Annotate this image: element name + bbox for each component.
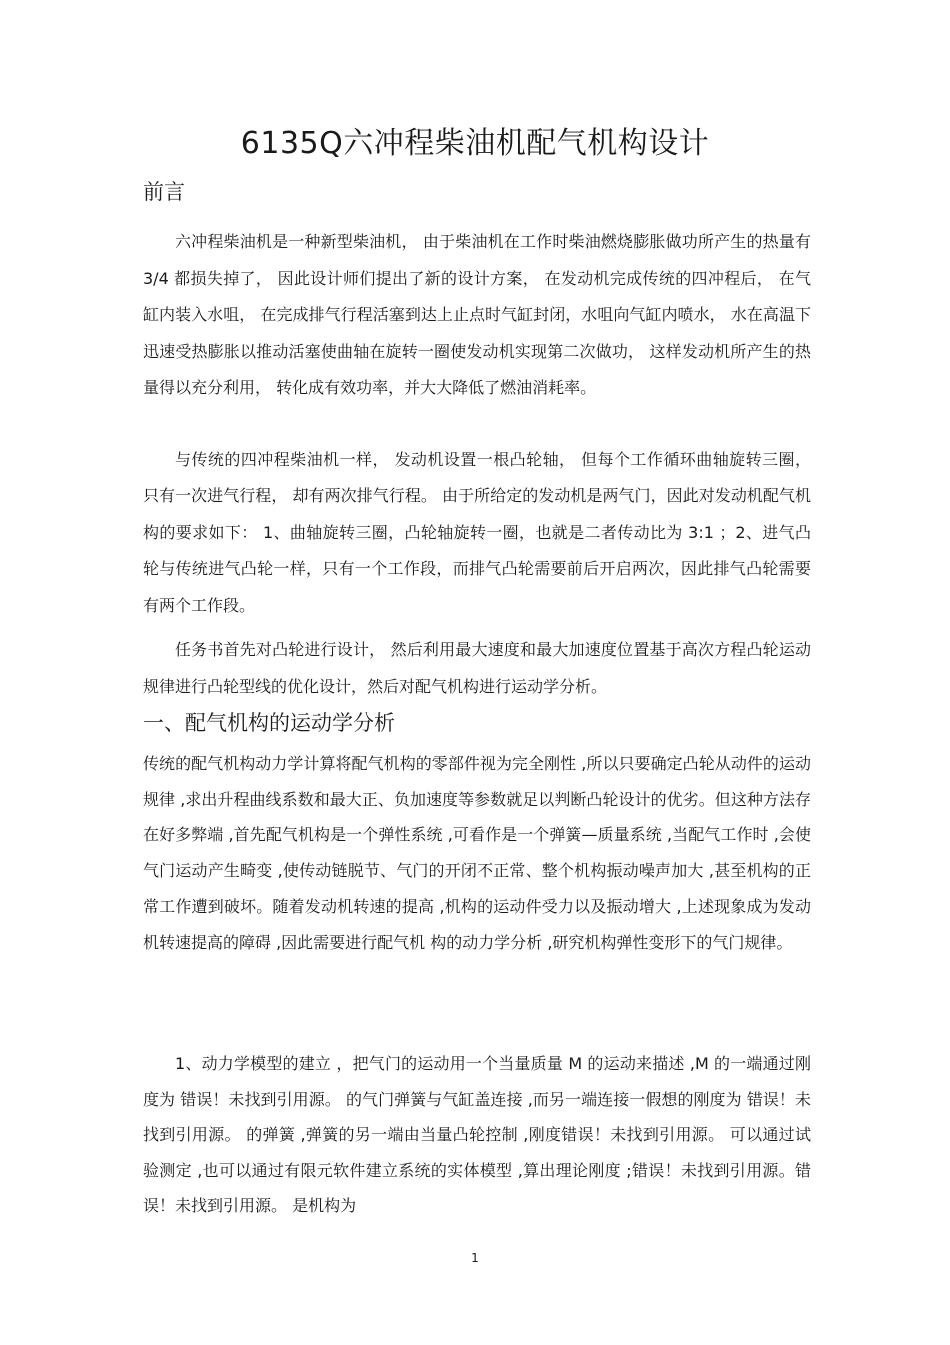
section1-heading: 一、配气机构的运动学分析 [143, 711, 395, 735]
preface-paragraph-2: 与传统的四冲程柴油机一样， 发动机设置一根凸轮轴， 但每个工作循环曲轴旋转三圈， 只有一次进气行程， 却有两次排气行程。 由于所给定的发动机是两气门，因此对发动机配气机构的要求如下： 1、曲轴旋转三圈，凸轮轴旋转一圈，也就是二者传动比为 3:1 ；2、进气凸轮与传统进气凸轮一样，只有一个工作段，而排气凸轮需要前后开启两次，因此排气凸轮需要有两个工作段。 [143, 450, 811, 615]
section1-paragraph-1: 传统的配气机构动力学计算将配气机构的零部件视为完全刚性 ,所以只要确定凸轮从动件的运动规律 ,求出升程曲线系数和最大正、负加速度等参数就足以判断凸轮设计的优劣。但这种方法存在好多弊端 ,首先配气机构是一个弹性系统 ,可看作是一个弹簧—质量系统 ,当配气工作时 ,会使气门运动产生畸变 ,使传动链脱节、气门的开闭不正常、整个机构振动噪声加大 ,甚至机构的正常工作遭到破坏。随着发动机转速的提高 ,机构的运动件受力以及振动增大 ,上述现象成为发动机转速提高的障碍 ,因此需要进行配气机 构的动力学分析 ,研究机构弹性变形下的气门规律。 [143, 754, 811, 952]
document-title: 6135Q六冲程柴油机配气机构设计 [240, 126, 710, 161]
section1-paragraph-2: 1、动力学模型的建立 ，把气门的运动用一个当量质量 M 的运动来描述 ,M 的一端通过刚度为 错误！未找到引用源。 的气门弹簧与气缸盖连接 ,而另一端连接一假想的刚度为 错误！未找到引用源。 的弹簧 ,弹簧的另一端由当量凸轮控制 ,刚度错误！未找到引用源。 可以通过试验测定 ,也可以通过有限元软件建立系统的实体模型 ,算出理论刚度 ;错误！未找到引用源。错误！未找到引用源。 是机构为 [143, 1054, 811, 1215]
page-number: 1 [471, 1251, 479, 1265]
preface-heading: 前言 [143, 180, 185, 204]
preface-paragraph-1: 六冲程柴油机是一种新型柴油机， 由于柴油机在工作时柴油燃烧膨胀做功所产生的热量有 3/4 都损失掉了， 因此设计师们提出了新的设计方案， 在发动机完成传统的四冲程后， 在气缸内装入水咀， 在完成排气行程活塞到达上止点时气缸封闭，水咀向气缸内喷水， 水在高温下迅速受热膨胀以推动活塞使曲轴在旋转一圈使发动机实现第二次做功， 这样发动机所产生的热量得以充分利用， 转化成有效功率，并大大降低了燃油消耗率。 [143, 232, 811, 397]
preface-paragraph-3: 任务书首先对凸轮进行设计， 然后利用最大速度和最大加速度位置基于高次方程凸轮运动规律进行凸轮型线的优化设计，然后对配气机构进行运动学分析。 [143, 640, 811, 696]
